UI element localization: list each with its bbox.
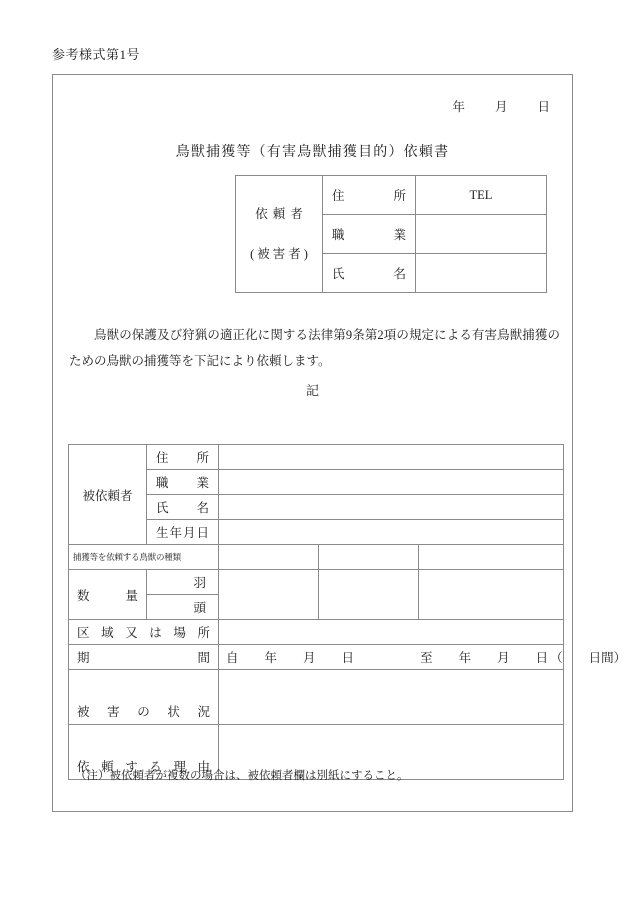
requester-table: [235, 175, 547, 293]
date-year-label: 年: [452, 100, 465, 114]
requested-party-birthdate-value[interactable]: [219, 520, 564, 545]
body-paragraph: 鳥獣の保護及び狩猟の適正化に関する法律第9条第2項の規定による有害鳥獣捕獲のための鳥獣の捕獲等を下記により依頼します。: [69, 328, 560, 368]
form-number: 参考様式第1号: [52, 47, 141, 62]
footnote: （注）被依頼者が複数の場合は、被依頼者欄は別紙にすること。: [75, 770, 409, 782]
species-cell-1[interactable]: [219, 545, 319, 570]
species-cell-2[interactable]: [319, 545, 419, 570]
requested-party-name-label: 氏名: [147, 495, 219, 520]
requested-party-address-label: 住所: [147, 445, 219, 470]
requester-address-label: 住所: [323, 176, 416, 215]
quantity-cell-2[interactable]: [319, 570, 419, 620]
period-from-marker: 自: [226, 651, 239, 665]
quantity-cell-1[interactable]: [219, 570, 319, 620]
period-to-day: 日: [535, 651, 549, 665]
main-detail-table: [68, 444, 627, 780]
kiji-mark: 記: [305, 383, 319, 398]
requested-party-address-value[interactable]: [219, 445, 564, 470]
period-label: 期間: [69, 645, 219, 670]
table-row: [69, 620, 564, 645]
requester-name-label: 氏名: [323, 254, 416, 293]
table-row: [69, 670, 564, 725]
period-to-year: 年: [458, 651, 472, 665]
period-to-month: 月: [497, 651, 510, 665]
requester-label-cell: [236, 176, 323, 293]
damage-value[interactable]: [219, 670, 564, 725]
table-row: [69, 545, 564, 570]
page-frame: [52, 74, 627, 812]
requester-address-value[interactable]: TEL: [416, 176, 547, 215]
requested-party-birthdate-label: 生年月日: [147, 520, 219, 545]
table-row: [69, 445, 564, 470]
period-from-day: 日: [341, 651, 355, 665]
table-row: [236, 176, 547, 215]
period-value[interactable]: [219, 645, 627, 670]
quantity-cell-3[interactable]: [419, 570, 564, 620]
date-month-label: 月: [494, 100, 508, 114]
period-from-month: 月: [303, 651, 316, 665]
period-days-unit: 日間）: [588, 651, 627, 665]
area-label: 区域又は場所: [69, 620, 219, 645]
damage-label: 被害の状況: [69, 670, 219, 725]
requester-occupation-value[interactable]: [416, 215, 547, 254]
table-row: [69, 645, 564, 670]
requester-label-line2: (被害者): [250, 247, 311, 261]
requested-party-name-value[interactable]: [219, 495, 564, 520]
period-from-year: 年: [264, 651, 278, 665]
date-line: [452, 97, 550, 115]
table-row: [69, 570, 564, 595]
period-to-marker: 至: [420, 651, 433, 665]
area-value[interactable]: [219, 620, 564, 645]
species-cell-3[interactable]: [419, 545, 564, 570]
requested-party-occupation-label: 職業: [147, 470, 219, 495]
quantity-label: 数量: [69, 570, 147, 620]
quantity-unit-bird: 羽: [147, 570, 219, 595]
reason-label: 依頼する理由: [69, 725, 219, 780]
document-title: 鳥獣捕獲等（有害鳥獣捕獲目的）依頼書: [175, 145, 450, 160]
date-day-label: 日: [537, 100, 550, 114]
requested-party-occupation-value[interactable]: [219, 470, 564, 495]
requester-occupation-label: 職業: [323, 215, 416, 254]
requester-name-value[interactable]: [416, 254, 547, 293]
quantity-unit-beast: 頭: [147, 595, 219, 620]
species-label: 捕獲等を依頼する鳥獣の種類: [69, 545, 219, 570]
requested-party-label: 被依頼者: [69, 445, 147, 545]
period-paren-open: （: [550, 651, 563, 665]
requester-label-line1: 依頼者: [255, 206, 308, 221]
